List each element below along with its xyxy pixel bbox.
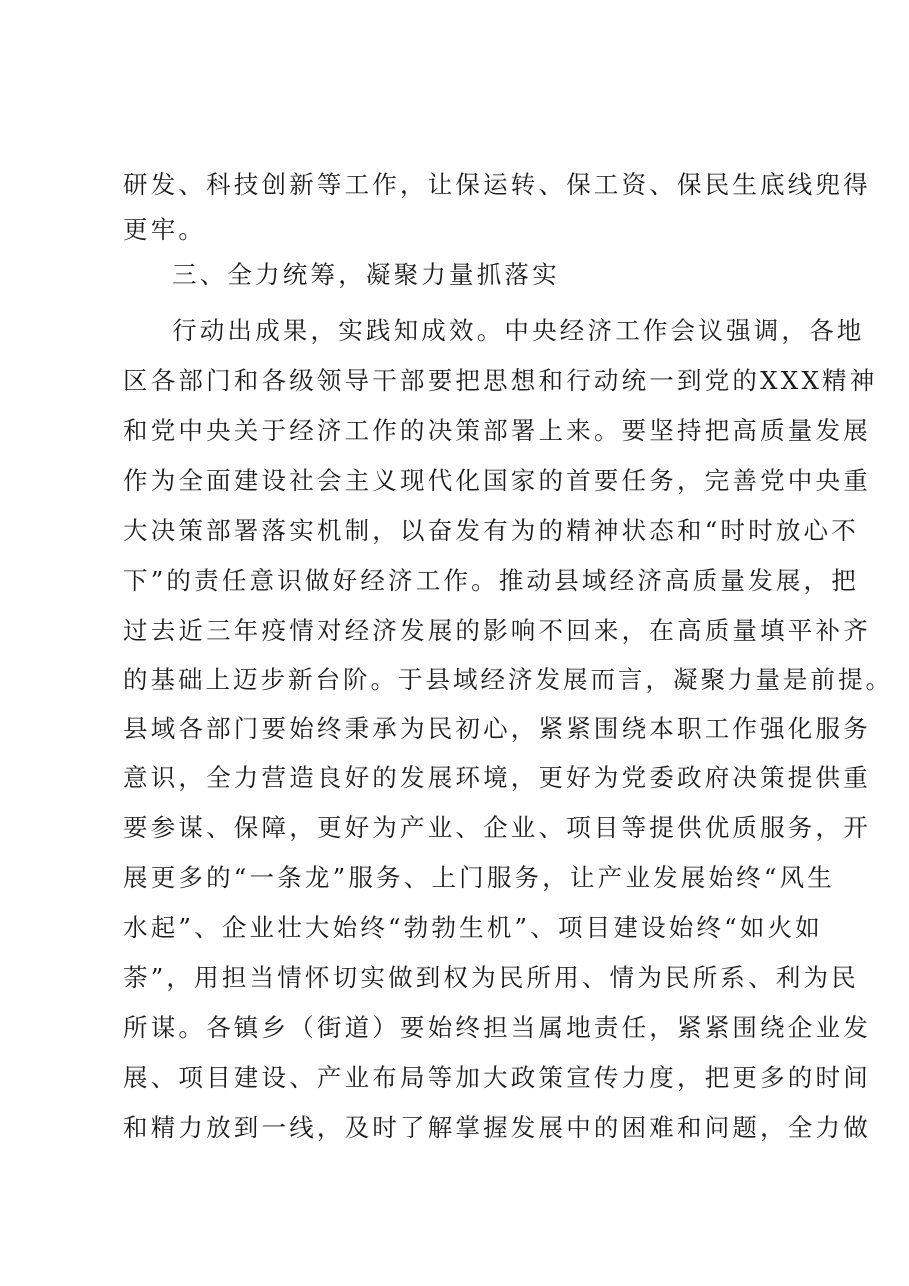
text-line: 和精力放到一线，及时了解掌握发展中的困难和问题，全力做 xyxy=(123,1113,871,1142)
text-line: 区各部门和各级领导干部要把思想和行动统一到党的XXX精神 xyxy=(123,366,878,395)
text-line: 的基础上迈步新台阶。于县域经济发展而言，凝聚力量是前提。 xyxy=(123,665,893,694)
text-line: 大决策部署落实机制，以奋发有为的精神状态和“时时放心不 xyxy=(123,516,859,545)
text-line: 过去近三年疫情对经济发展的影响不回来，在高质量填平补齐 xyxy=(123,616,871,645)
text-line: 展更多的“一条龙”服务、上门服务，让产业发展始终“风生 xyxy=(123,863,835,892)
text-line: 荼”，用担当情怀切实做到权为民所用、情为民所系、利为民 xyxy=(123,963,859,992)
text-line: 和党中央关于经济工作的决策部署上来。要坚持把高质量发展 xyxy=(123,416,871,445)
text-line: 展、项目建设、产业布局等加大政策宣传力度，把更多的时间 xyxy=(123,1063,871,1092)
text-line: 意识，全力营造良好的发展环境，更好为党委政府决策提供重 xyxy=(123,763,871,792)
text-line: 县域各部门要始终秉承为民初心，紧紧围绕本职工作强化服务 xyxy=(123,714,871,743)
text-line: 所谋。各镇乡（街道）要始终担当属地责任，紧紧围绕企业发 xyxy=(123,1013,871,1042)
text-line: 要参谋、保障，更好为产业、企业、项目等提供优质服务，开 xyxy=(123,813,871,842)
text-line: 下”的责任意识做好经济工作。推动县域经济高质量发展，把 xyxy=(123,566,859,595)
text-line: 水起”、企业壮大始终“勃勃生机”、项目建设始终“如火如 xyxy=(123,913,823,942)
text-line: 作为全面建设社会主义现代化国家的首要任务，完善党中央重 xyxy=(123,466,871,495)
text-line: 研发、科技创新等工作，让保运转、保工资、保民生底线兜得 xyxy=(123,170,871,199)
text-line: 更牢。 xyxy=(123,215,207,244)
text-line: 行动出成果，实践知成效。中央经济工作会议强调，各地 xyxy=(172,316,865,345)
section-heading: 三、全力统筹，凝聚力量抓落实 xyxy=(172,260,560,289)
